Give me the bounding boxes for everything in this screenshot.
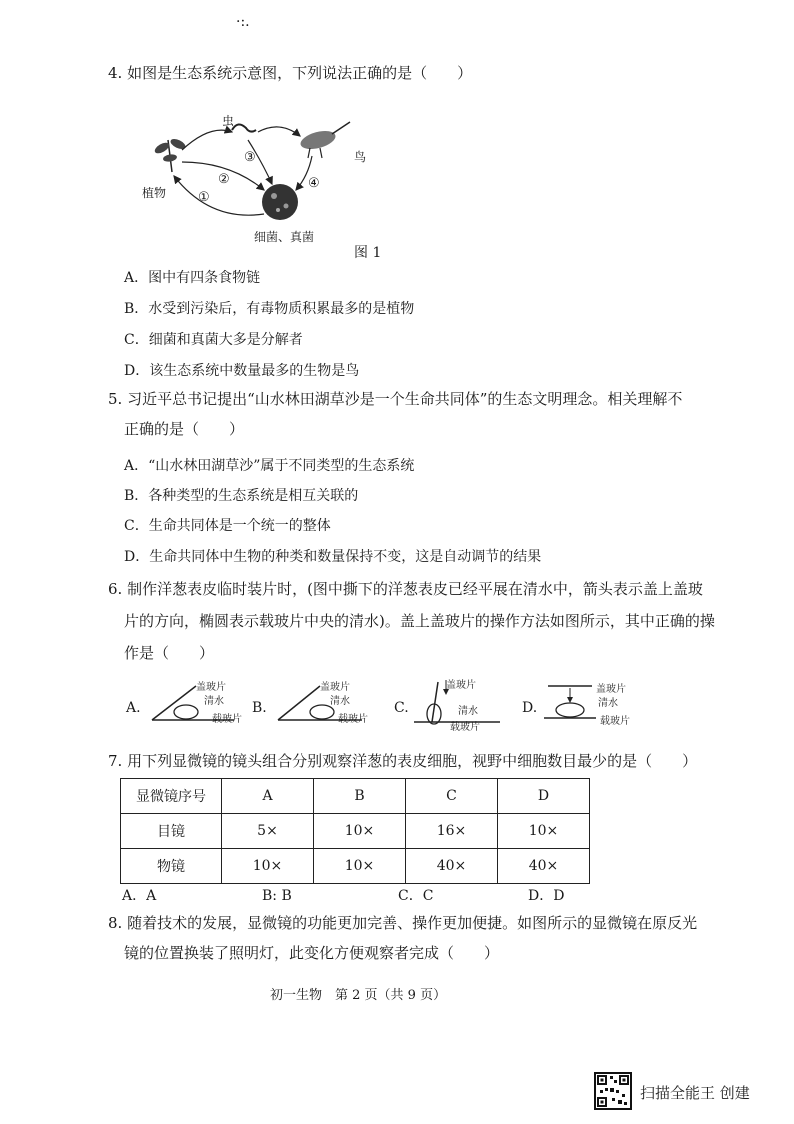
q5-stem-line1: 5. 习近平总书记提出“山水林田湖草沙是一个生命共同体”的生态文明理念。相关理解不 xyxy=(108,390,683,408)
q8-stem-line2: 镜的位置换装了照明灯，此变化方便观察者完成（ ） xyxy=(124,944,500,962)
q6-stem-line3: 作是（ ） xyxy=(124,644,215,662)
q6-diagram-a xyxy=(124,676,244,726)
q6-diagram-d-letter: D. xyxy=(522,700,538,716)
q6-a-cover-label: 盖玻片 xyxy=(196,682,226,693)
q6-c-water-label: 清水 xyxy=(458,706,478,717)
q6-b-slide-label: 载玻片 xyxy=(338,714,368,725)
table-cell: 10× xyxy=(222,849,314,884)
q6-a-water-label: 清水 xyxy=(204,696,224,707)
label-insect: 虫 xyxy=(222,114,235,128)
decomposer-icon xyxy=(262,184,298,220)
q6-diagram-b-letter: B. xyxy=(252,700,267,716)
q5-option-a: A．“山水林田湖草沙”属于不同类型的生态系统 xyxy=(124,458,415,474)
q5-option-d: D．生命共同体中生物的种类和数量保持不变，这是自动调节的结果 xyxy=(124,549,542,565)
scanner-watermark: 扫描全能王 创建 xyxy=(640,1084,750,1102)
table-header-row xyxy=(121,779,590,814)
table-header-cell: 显微镜序号 xyxy=(121,779,222,814)
q6-diagram-a-letter: A. xyxy=(126,700,141,716)
q4-option-c: C．细菌和真菌大多是分解者 xyxy=(124,332,303,348)
label-bird: 鸟 xyxy=(354,150,367,164)
q4-stem: 4. 如图是生态系统示意图，下列说法正确的是（ ） xyxy=(108,64,473,82)
table-cell: 10× xyxy=(314,849,406,884)
label-n3: ③ xyxy=(244,150,256,165)
q8-stem-line1: 8. 随着技术的发展，显微镜的功能更加完善、操作更加便捷。如图所示的显微镜在原反光 xyxy=(108,914,698,932)
q6-stem-line1: 6. 制作洋葱表皮临时装片时，(图中撕下的洋葱表皮已经平展在清水中，箭头表示盖上盖玻 xyxy=(108,580,703,598)
plant-icon xyxy=(153,137,187,172)
q5-option-c: C．生命共同体是一个统一的整体 xyxy=(124,518,331,534)
q4-option-d: D．该生态系统中数量最多的生物是鸟 xyxy=(124,363,360,379)
table-cell: 物镜 xyxy=(121,849,222,884)
q6-diagram-c-letter: C. xyxy=(394,700,409,716)
q6-diagram-d xyxy=(520,676,650,726)
q7-option-b: B: B xyxy=(262,888,292,904)
q7-stem: 7. 用下列显微镜的镜头组合分别观察洋葱的表皮细胞，视野中细胞数目最少的是（ ） xyxy=(108,752,698,770)
qr-code-icon xyxy=(596,1074,630,1108)
table-cell: 10× xyxy=(314,814,406,849)
q7-option-d: D．D xyxy=(528,888,565,904)
label-plant: 植物 xyxy=(142,186,167,200)
q4-option-b: B．水受到污染后，有毒物质积累最多的是植物 xyxy=(124,301,415,317)
q6-c-cover-label: 盖玻片 xyxy=(446,680,476,691)
q6-b-cover-label: 盖玻片 xyxy=(320,682,350,693)
label-n2: ② xyxy=(218,172,230,187)
bird-icon xyxy=(299,122,350,158)
label-n4: ④ xyxy=(308,176,320,191)
table-header-cell: C xyxy=(406,779,498,814)
q4-figure-caption: 图 1 xyxy=(354,245,382,261)
q6-d-cover-label: 盖玻片 xyxy=(596,684,626,695)
table-cell: 目镜 xyxy=(121,814,222,849)
label-n1: ① xyxy=(198,190,210,205)
q7-option-c: C．C xyxy=(398,888,434,904)
table-cell: 40× xyxy=(406,849,498,884)
q6-diagram-b xyxy=(250,676,380,726)
table-header-cell: A xyxy=(222,779,314,814)
q7-lens-table xyxy=(120,778,590,884)
q6-d-slide-label: 载玻片 xyxy=(600,716,630,727)
q4-option-a: A．图中有四条食物链 xyxy=(124,270,261,286)
insect-icon xyxy=(232,124,256,131)
label-decomposer: 细菌、真菌 xyxy=(254,230,315,244)
q6-stem-line2: 片的方向，椭圆表示载玻片中央的清水)。盖上盖玻片的操作方法如图所示，其中正确的操 xyxy=(124,612,715,630)
table-cell: 5× xyxy=(222,814,314,849)
table-row xyxy=(121,814,590,849)
q5-option-b: B．各种类型的生态系统是相互关联的 xyxy=(124,488,359,504)
q6-a-slide-label: 载玻片 xyxy=(212,714,242,725)
q7-option-a: A．A xyxy=(122,888,157,904)
q6-diagram-c xyxy=(392,672,512,733)
table-cell: 16× xyxy=(406,814,498,849)
table-header-cell: B xyxy=(314,779,406,814)
q4-ecosystem-figure xyxy=(140,110,400,260)
table-cell: 40× xyxy=(498,849,590,884)
q6-c-slide-label: 载玻片 xyxy=(450,722,480,733)
table-row xyxy=(121,849,590,884)
q6-d-water-label: 清水 xyxy=(598,698,618,709)
scan-mark: ·:. xyxy=(236,14,250,30)
table-header-cell: D xyxy=(498,779,590,814)
q5-stem-line2: 正确的是（ ） xyxy=(124,420,245,438)
page-footer: 初一生物 第 2 页（共 9 页） xyxy=(270,988,447,1003)
table-cell: 10× xyxy=(498,814,590,849)
q6-b-water-label: 清水 xyxy=(330,696,350,707)
